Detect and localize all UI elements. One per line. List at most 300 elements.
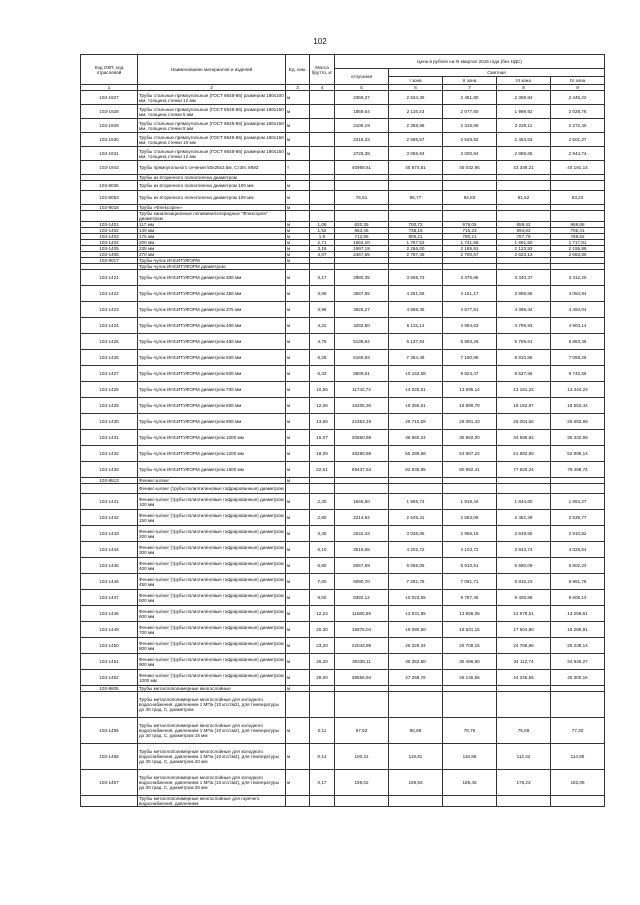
- row-mass: 2,71: [310, 240, 335, 246]
- row-zone2-price: 18 631,15: [443, 622, 497, 638]
- row-zone1-price: 119,81: [389, 744, 443, 770]
- row-mass: 29,00: [310, 670, 335, 686]
- row-name: Трубы металлополимерные многослойные для холодного водоснабжения, давлением 1 МПа (10 кгс/см2), для температуры до 30 град. С, диаметром 25 мм: [138, 770, 286, 796]
- row-sale-price: 712,86: [335, 234, 389, 240]
- row-sale-price: 76,51: [335, 191, 389, 205]
- row-sale-price: 3516,68: [335, 542, 389, 558]
- row-unit: [286, 796, 310, 807]
- table-row: [81, 654, 605, 670]
- row-zone2-price: 3 475,68: [443, 270, 497, 286]
- row-name: Трубы-чулок ИНСИТУФОРМ диаметром 800 мм: [138, 398, 286, 414]
- row-zone1-price: 26 710,59: [389, 414, 443, 430]
- row-sale-price: 100,31: [335, 744, 389, 770]
- row-zone1-price: 6 137,94: [389, 334, 443, 350]
- row-unit: м: [286, 382, 310, 398]
- row-mass: [310, 91, 335, 105]
- row-zone4-price: 2 445,22: [551, 91, 605, 105]
- row-name: 235 мм: [138, 246, 286, 252]
- row-zone3-price: 3 340,37: [497, 270, 551, 286]
- row-mass: 3,17: [310, 270, 335, 286]
- row-sale-price: 15975,04: [335, 622, 389, 638]
- row-code: 103-9018: [81, 205, 138, 211]
- row-mass: 1,9: [310, 234, 335, 240]
- row-code: 103-1443: [81, 526, 138, 542]
- table-row: [81, 622, 605, 638]
- row-zone1-price: 1 965,74: [389, 494, 443, 510]
- row-sale-price: 46290,88: [335, 446, 389, 462]
- row-zone1-price: 14 025,51: [389, 382, 443, 398]
- row-zone1-price: 19 080,50: [389, 622, 443, 638]
- row-zone4-price: 182,06: [551, 770, 605, 796]
- table-row: [81, 318, 605, 334]
- row-name: Феникс-шланг (трубы полиэтиленовые гофрированные) диаметром 500 мм: [138, 590, 286, 606]
- row-zone3-price: 1 999,92: [497, 105, 551, 119]
- row-name: Трубы стальные прямоугольные (ГОСТ 8645-86) размером 180х150 мм, толщина стенки 10 мм: [139, 134, 284, 145]
- row-mass: 12,24: [310, 606, 335, 622]
- row-code: 103-1401: [81, 222, 138, 228]
- row-zone2-price: 78,75: [443, 718, 497, 744]
- row-zone4-price: 2 501,27: [551, 133, 605, 147]
- row-zone4-price: 4 028,54: [551, 542, 605, 558]
- row-zone2-price: 2 583,09: [443, 510, 497, 526]
- table-row: [81, 91, 605, 105]
- row-name: Феникс-шланг (трубы полиэтиленовые гофрированные) диаметром 100 мм: [138, 494, 286, 510]
- row-zone1-price: 4 202,72: [389, 542, 443, 558]
- row-unit: м: [286, 574, 310, 590]
- row-zone4-price: 9 608,13: [551, 590, 605, 606]
- row-sale-price: 40968,61: [335, 161, 389, 175]
- row-sale-price: 1645,50: [335, 494, 389, 510]
- row-zone2-price: 7 190,99: [443, 350, 497, 366]
- row-code: 103-1421: [81, 270, 138, 286]
- table-row: [81, 430, 605, 446]
- row-name: 117 мм: [138, 222, 286, 228]
- row-name: Трубы-чулок ИНСИТУФОРМ диаметром 450 мм: [138, 334, 286, 350]
- header-mass: Масса брутто, кг: [310, 55, 335, 85]
- row-zone2-price: [443, 211, 497, 222]
- row-code: 103-1447: [81, 590, 138, 606]
- row-code: 103-1451: [81, 654, 138, 670]
- row-mass: 23,20: [310, 638, 335, 654]
- row-zone4-price: 1 717,81: [551, 240, 605, 246]
- colnum: 3: [286, 85, 310, 91]
- row-zone1-price: 10 163,68: [389, 366, 443, 382]
- row-zone1-price: 2 116,43: [389, 105, 443, 119]
- row-name: Трубы металлополимерные многослойные для горячего водоснабжения, давлением: [138, 796, 286, 807]
- row-name: Трубы-чулок ИНСИТУФОРМ диаметром 600 мм: [138, 366, 286, 382]
- row-zone1-price: 7 282,79: [389, 574, 443, 590]
- row-zone4-price: 5 883,46: [551, 334, 605, 350]
- row-zone1-price: 738,16: [389, 228, 443, 234]
- row-unit: м: [286, 718, 310, 744]
- row-zone1-price: 2 596,57: [389, 133, 443, 147]
- row-mass: 2,80: [310, 510, 335, 526]
- row-unit: [286, 692, 310, 718]
- row-zone2-price: 2 185,91: [443, 246, 497, 252]
- row-unit: м: [286, 191, 310, 205]
- row-name: Трубы из вторичного полиэтилена диаметром 100 мм: [138, 191, 286, 205]
- row-zone3-price: 75,68: [497, 718, 551, 744]
- table-row: [81, 414, 605, 430]
- row-sale-price: 39566,94: [335, 670, 389, 686]
- row-name: Трубы-чулок ИНСИТУФОРМ диаметром 350 мм: [138, 286, 286, 302]
- row-zone4-price: 79 498,74: [551, 462, 605, 478]
- header-estimate: Сметная: [389, 69, 605, 77]
- row-mass: 10,55: [310, 382, 335, 398]
- row-unit: [286, 211, 310, 222]
- row-zone2-price: 2 965,15: [443, 526, 497, 542]
- row-zone2-price: 18 899,70: [443, 398, 497, 414]
- table-row: [81, 606, 605, 622]
- row-zone4-price: 25 238,14: [551, 638, 605, 654]
- row-zone3-price: 2 888,65: [497, 147, 551, 161]
- header-zone-1: I зона: [389, 77, 443, 85]
- row-zone4-price: 18 553,44: [551, 398, 605, 414]
- row-unit: м: [286, 133, 310, 147]
- row-zone3-price: 4 399,44: [497, 302, 551, 318]
- row-sale-price: 16205,30: [335, 398, 389, 414]
- table-row: [81, 670, 605, 686]
- price-table-wrapper: [80, 54, 605, 807]
- row-code: 103-1424: [81, 318, 138, 334]
- row-name: 140 мм: [138, 228, 286, 234]
- row-zone1-price: 36 352,80: [389, 654, 443, 670]
- row-name: Феникс-шланг (трубы полиэтиленовые гофрированные) диаметром 700 мм: [138, 622, 286, 638]
- row-mass: 1,52: [310, 228, 335, 234]
- row-zone3-price: 2 398,84: [497, 91, 551, 105]
- row-zone4-price: 52 998,14: [551, 446, 605, 462]
- row-unit: м: [286, 622, 310, 638]
- table-row: [81, 526, 605, 542]
- row-sale-price: 5138,84: [335, 334, 389, 350]
- row-sale-price: 2318,33: [335, 133, 389, 147]
- row-zone3-price: 6 815,23: [497, 574, 551, 590]
- row-zone4-price: 5 802,23: [551, 558, 605, 574]
- row-unit: м: [286, 246, 310, 252]
- row-unit: м: [286, 240, 310, 246]
- row-sale-price: 11742,72: [335, 382, 389, 398]
- row-zone1-price: 189,93: [389, 770, 443, 796]
- row-name: Трубы-чулок ИНСИТУФОРМ диаметром 900 мм: [138, 414, 286, 430]
- row-code: 103-8053: [81, 191, 138, 205]
- row-code: 103-1430: [81, 414, 138, 430]
- row-code: 103-1456: [81, 744, 138, 770]
- price-table: [80, 54, 605, 807]
- row-zone2-price: 2 491,80: [443, 91, 497, 105]
- table-row: [81, 105, 605, 119]
- row-unit: м: [286, 91, 310, 105]
- row-zone4-price: 705,41: [551, 228, 605, 234]
- row-name: Трубы-чулок ИНСИТУФОРМ диаметром 375 мм: [138, 302, 286, 318]
- row-code: 103-1426: [81, 350, 138, 366]
- colnum: 4: [310, 85, 335, 91]
- row-zone1-price: 5 115,14: [389, 318, 443, 334]
- row-zone4-price: [551, 211, 605, 222]
- row-mass: 7,60: [310, 574, 335, 590]
- row-zone3-price: 2 229,11: [497, 119, 551, 133]
- row-mass: 15,07: [310, 430, 335, 446]
- row-zone4-price: 18 289,81: [551, 622, 605, 638]
- header-code: Код ОКП, код отраслевой: [81, 55, 138, 85]
- row-code: 103-1444: [81, 542, 138, 558]
- row-zone4-price: 769,52: [551, 234, 605, 240]
- row-zone3-price: 34 588,82: [497, 430, 551, 446]
- row-unit: м: [286, 366, 310, 382]
- row-unit: м: [286, 147, 310, 161]
- colnum: 6: [389, 85, 443, 91]
- header-name: Наименование материалов и изделий: [138, 55, 286, 85]
- row-zone4-price: 2 272,40: [551, 119, 605, 133]
- table-row: [81, 590, 605, 606]
- row-zone2-price: 1 919,44: [443, 494, 497, 510]
- row-name: Трубы из вторичного полиэтилена диаметром 100 мм: [138, 181, 286, 191]
- row-name: Трубы из вторичного полиэтилена диаметром: [138, 175, 286, 181]
- row-unit: м: [286, 446, 310, 462]
- row-zone3-price: 5 759,61: [497, 334, 551, 350]
- row-zone3-price: 18 162,87: [497, 398, 551, 414]
- row-zone4-price: 2 028,76: [551, 105, 605, 119]
- row-unit: м: [286, 334, 310, 350]
- row-name: Трубы металлополимерные многослойные для холодного водоснабжения, давлением 1 МПа (10 кгс/см2), для температуры до 30 град. С, диаметром 15 мм: [138, 718, 286, 744]
- row-mass: [310, 147, 335, 161]
- row-unit: м: [286, 398, 310, 414]
- row-code: 103-1433: [81, 462, 138, 478]
- row-zone1-price: 700,72: [389, 222, 443, 228]
- row-zone2-price: 4 161,17: [443, 286, 497, 302]
- row-unit: м: [286, 654, 310, 670]
- row-zone1-price: 26 329,34: [389, 638, 443, 654]
- table-row: [81, 558, 605, 574]
- row-unit: м: [286, 228, 310, 234]
- row-name: Трубы-чулок ИНСИТУФОРМ диаметром 1200 мм: [138, 446, 286, 462]
- row-zone3-price: 757,79: [497, 234, 551, 240]
- row-zone3-price: 13 161,22: [497, 382, 551, 398]
- row-mass: 1,06: [310, 222, 335, 228]
- row-zone3-price: 12 979,51: [497, 606, 551, 622]
- table-row: [81, 542, 605, 558]
- row-mass: [310, 119, 335, 133]
- row-zone3-price: 25 064,62: [497, 414, 551, 430]
- row-name: 200 мм: [138, 240, 286, 246]
- row-name: Трубы-чулок ИНСИТУФОРМ диаметром 500 мм: [138, 350, 286, 366]
- row-zone1-price: [389, 484, 443, 494]
- row-unit: м: [286, 318, 310, 334]
- row-zone2-price: 185,46: [443, 770, 497, 796]
- row-zone3-price: 3 943,74: [497, 542, 551, 558]
- row-zone4-price: [551, 181, 605, 191]
- row-sale-price: [335, 211, 389, 222]
- row-code: 103-9805: [81, 686, 138, 692]
- row-zone2-price: 1 741,65: [443, 240, 497, 246]
- row-mass: 3,69: [310, 286, 335, 302]
- row-zone1-price: 2 256,00: [389, 246, 443, 252]
- table-header: [81, 55, 605, 91]
- row-name: Трубы стальные прямоугольные (ГОСТ 8645-86) размером 180х150 мм, толщина стенки 5 мм: [139, 106, 284, 117]
- row-code: 103-1441: [81, 494, 138, 510]
- row-unit: м: [286, 414, 310, 430]
- table-row: [81, 270, 605, 286]
- table-row: [81, 462, 605, 478]
- row-name: Трубы стальные прямоугольные (ГОСТ 8645-86) размером 180х150 мм, толщина стенки 12 мм: [139, 148, 284, 159]
- row-code: [81, 211, 138, 222]
- table-row: [81, 484, 605, 494]
- table-row: [81, 161, 605, 175]
- row-code: [81, 484, 138, 494]
- row-name: Феникс-шланг (трубы полиэтиленовые гофрированные) диаметром 400 мм: [138, 558, 286, 574]
- row-zone2-price: 3 000,84: [443, 147, 497, 161]
- row-code: 103-1404: [81, 240, 138, 246]
- row-zone3-price: 2 623,13: [497, 252, 551, 258]
- row-zone4-price: 7 059,25: [551, 350, 605, 366]
- row-unit: м: [286, 222, 310, 228]
- table-row: [81, 638, 605, 654]
- row-zone3-price: 1 844,60: [497, 494, 551, 510]
- row-zone1-price: 10 023,55: [389, 590, 443, 606]
- row-zone4-price: 2 944,74: [551, 147, 605, 161]
- row-sale-price: 2980,35: [335, 270, 389, 286]
- row-zone3-price: 17 904,80: [497, 622, 551, 638]
- row-unit: м: [286, 302, 310, 318]
- row-zone1-price: 2 358,98: [389, 119, 443, 133]
- colnum: 1: [81, 85, 138, 91]
- row-unit: м: [286, 105, 310, 119]
- row-code: 103-1450: [81, 638, 138, 654]
- row-zone1-price: 4 261,56: [389, 286, 443, 302]
- row-unit: м: [286, 770, 310, 796]
- table-row: [81, 334, 605, 350]
- row-zone1-price: 2 534,36: [389, 91, 443, 105]
- row-zone1-price: [389, 796, 443, 807]
- row-zone3-price: 2 849,55: [497, 526, 551, 542]
- row-name: Феникс-шланг (трубы полиэтиленовые гофрированные) диаметром 150 мм: [138, 510, 286, 526]
- colnum: 8: [497, 85, 551, 91]
- row-zone1-price: 36 860,24: [389, 430, 443, 446]
- row-zone2-price: 9 924,47: [443, 366, 497, 382]
- row-zone2-price: 35 496,60: [443, 654, 497, 670]
- row-zone1-price: 6 055,09: [389, 558, 443, 574]
- row-mass: 3,96: [310, 302, 335, 318]
- row-zone3-price: 2 482,39: [497, 510, 551, 526]
- row-zone4-price: 25 603,60: [551, 414, 605, 430]
- row-code: 103-9513: [81, 478, 138, 484]
- row-zone3-price: 9 405,88: [497, 590, 551, 606]
- table-row: [81, 510, 605, 526]
- row-code: 103-1927: [81, 91, 138, 105]
- row-sale-price: 30860,88: [335, 430, 389, 446]
- row-zone2-price: 2 700,67: [443, 252, 497, 258]
- row-zone4-price: 4 903,14: [551, 318, 605, 334]
- row-sale-price: 22363,19: [335, 414, 389, 430]
- row-code: 103-1425: [81, 334, 138, 350]
- row-name: Феникс-шланг (трубы полиэтиленовые гофрированные) диаметром 600 мм: [138, 606, 286, 622]
- row-zone4-price: 114,85: [551, 744, 605, 770]
- row-mass: 18,09: [310, 446, 335, 462]
- table-row: [81, 302, 605, 318]
- table-row: [81, 446, 605, 462]
- row-zone2-price: 7 091,71: [443, 574, 497, 590]
- row-name: Феникс-шланг (трубы полиэтиленовые гофрированные) диаметром 900 мм: [138, 654, 286, 670]
- row-unit: м: [286, 286, 310, 302]
- row-code: 103-1431: [81, 430, 138, 446]
- row-sale-price: 4282,60: [335, 318, 389, 334]
- row-zone2-price: 53 987,24: [443, 446, 497, 462]
- row-mass: 0,14: [310, 744, 335, 770]
- row-sale-price: 22043,99: [335, 638, 389, 654]
- row-mass: 4,22: [310, 318, 335, 334]
- row-zone3-price: 694,63: [497, 228, 551, 234]
- row-sale-price: 1564,20: [335, 240, 389, 246]
- row-name: Феникс-шланг (трубы полиэтиленовые гофрированные) диаметром 300 мм: [138, 542, 286, 558]
- row-code: 103-1405: [81, 246, 138, 252]
- row-zone2-price: 46 145,56: [443, 670, 497, 686]
- row-sale-price: 653,46: [335, 228, 389, 234]
- row-zone3-price: 34 112,74: [497, 654, 551, 670]
- row-name: Трубы стальные прямоугольные (ГОСТ 8645-86) размером 180х150 мм, толщина стенки 8 мм: [139, 120, 284, 131]
- row-name: Трубы-чулок ИНСИТУФОРМ диаметром 1500 мм: [138, 462, 286, 478]
- row-sale-price: 6090,70: [335, 574, 389, 590]
- row-zone3-price: 112,42: [497, 744, 551, 770]
- row-zone3-price: 6 910,85: [497, 350, 551, 366]
- row-unit: м: [286, 119, 310, 133]
- row-mass: 22,61: [310, 462, 335, 478]
- row-code: 103-1402: [81, 228, 138, 234]
- table-row: [81, 366, 605, 382]
- row-mass: [310, 211, 335, 222]
- row-zone2-price: [443, 692, 497, 718]
- row-zone2-price: 715,23: [443, 228, 497, 234]
- row-sale-price: 8509,61: [335, 366, 389, 382]
- row-mass: 0,17: [310, 770, 335, 796]
- row-zone2-price: 25 709,15: [443, 638, 497, 654]
- row-unit: м: [286, 430, 310, 446]
- row-name: 270 мм: [138, 252, 286, 258]
- row-mass: 6,33: [310, 366, 335, 382]
- row-zone4-price: 2 663,80: [551, 252, 605, 258]
- row-sale-price: [335, 796, 389, 807]
- row-sale-price: 5067,69: [335, 558, 389, 574]
- row-name: Трубы-чулок ИНСИТУФОРМ: [138, 258, 286, 264]
- row-mass: 2,30: [310, 494, 335, 510]
- row-unit: м: [286, 181, 310, 191]
- row-sale-price: 6165,93: [335, 350, 389, 366]
- row-zone4-price: 45 300,16: [551, 670, 605, 686]
- row-zone1-price: 3 559,73: [389, 270, 443, 286]
- row-zone1-price: 19 355,61: [389, 398, 443, 414]
- row-sale-price: 1869,64: [335, 105, 389, 119]
- row-sale-price: 620,35: [335, 222, 389, 228]
- table-row: [81, 191, 605, 205]
- row-mass: [310, 161, 335, 175]
- row-code: 103-1422: [81, 286, 138, 302]
- row-unit: м: [286, 542, 310, 558]
- row-zone2-price: 678,05: [443, 222, 497, 228]
- row-sale-price: 2729,38: [335, 147, 389, 161]
- row-unit: м: [286, 606, 310, 622]
- row-mass: [310, 191, 335, 205]
- row-name: Трубы металлополимерные многослойные: [138, 686, 286, 692]
- row-unit: м: [286, 686, 310, 692]
- row-zone4-price: 44 191,14: [551, 161, 605, 175]
- row-name: Трубы-чулок ИНСИТУФОРМ диаметром 1000 мм: [138, 430, 286, 446]
- row-zone2-price: 26 081,43: [443, 414, 497, 430]
- row-mass: [310, 105, 335, 119]
- row-zone4-price: 13 258,61: [551, 606, 605, 622]
- row-zone3-price: 5 680,09: [497, 558, 551, 574]
- table-row: [81, 133, 605, 147]
- table-row: [81, 382, 605, 398]
- row-mass: [310, 181, 335, 191]
- row-unit: т: [286, 161, 310, 175]
